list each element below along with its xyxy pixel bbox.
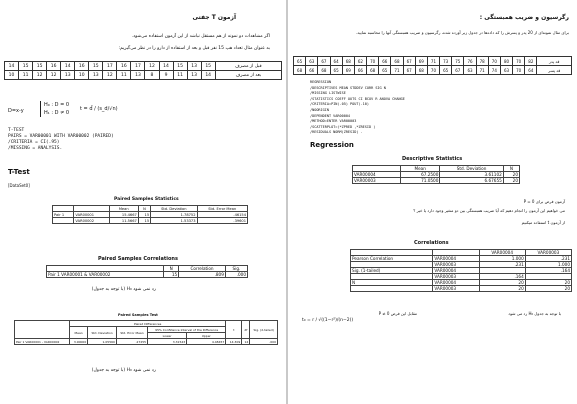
cell: .164 bbox=[479, 274, 525, 280]
cell: .164 bbox=[525, 268, 571, 274]
data-cell: 65 bbox=[440, 66, 452, 75]
cell: 20 bbox=[479, 286, 525, 292]
syntax-line: /DESCRIPTIVES MEAN STDDEV CORR SIG N bbox=[310, 85, 386, 90]
bottom-note: با توجه به جدول H₀ رد می شود bbox=[508, 311, 561, 316]
data-cell: 15 bbox=[201, 62, 215, 71]
data-cell: 70 bbox=[427, 66, 439, 75]
data-cell: 10 bbox=[75, 71, 89, 80]
cell: 20 bbox=[479, 280, 525, 286]
use-test-text: از آزمون t استفاده میکنیم bbox=[521, 220, 565, 225]
data-cell: 15 bbox=[173, 62, 187, 71]
alternative-hypothesis: مقابل این فرض P ≠ 0 bbox=[378, 311, 417, 316]
cell: .000 bbox=[225, 272, 247, 278]
header-cell: N bbox=[503, 166, 519, 172]
header-cell: VAR00003 bbox=[525, 250, 571, 256]
data-cell: 71 bbox=[427, 57, 439, 66]
cell: 1.000 bbox=[525, 262, 571, 268]
data-cell: 68 bbox=[318, 66, 330, 75]
correlations-title: Correlations bbox=[414, 240, 449, 246]
data-cell: 15 bbox=[89, 62, 103, 71]
group-header-cell: Paired Differences bbox=[70, 321, 226, 327]
cell: 15 bbox=[164, 272, 179, 278]
row-label: قد پدر bbox=[537, 57, 572, 66]
data-cell: 68 bbox=[415, 66, 427, 75]
cell: 3.90000 bbox=[70, 339, 88, 345]
data-cell: 11 bbox=[117, 71, 131, 80]
left-page bbox=[0, 0, 286, 404]
data-cell: 74 bbox=[488, 66, 500, 75]
header-cell: Correlation bbox=[179, 266, 226, 272]
data-cell: 17 bbox=[131, 62, 145, 71]
left-data-table bbox=[4, 61, 282, 80]
dataset-label: [DataSet0] bbox=[8, 183, 30, 188]
right-intro: برای مثال نمونه‌ای از 20 پدر و پسرش را که داده‌ها در جدول زیر آورده شده، رگرسیون و ضریب همبستگی آنها را محاسبه نمایید. bbox=[356, 30, 569, 35]
header-cell: VAR00004 bbox=[479, 250, 525, 256]
syntax-line: /MISSING = ANALYSIS. bbox=[8, 146, 63, 151]
cell: 15.4667 bbox=[109, 212, 138, 218]
data-cell: 82 bbox=[525, 57, 537, 66]
cell: 20 bbox=[503, 178, 519, 184]
data-cell: 14 bbox=[61, 62, 75, 71]
data-cell: 13 bbox=[187, 62, 201, 71]
cell: 3.61102 bbox=[440, 172, 503, 178]
hypothesis-block bbox=[40, 101, 69, 117]
data-cell: 16 bbox=[75, 62, 89, 71]
h0-text: H₀ : D = 0 bbox=[44, 102, 70, 108]
data-cell: 17 bbox=[103, 62, 117, 71]
table-row bbox=[353, 178, 520, 184]
data-cell: 15 bbox=[33, 62, 47, 71]
data-cell: 80 bbox=[500, 57, 512, 66]
cell bbox=[53, 218, 74, 224]
left-data-row-after bbox=[5, 71, 282, 80]
cell: Pair 1 VAR00001 - VAR00002 bbox=[15, 339, 70, 345]
right-data-row-father bbox=[294, 57, 572, 66]
cell: 3.31543 bbox=[148, 339, 187, 345]
left-data-row-before bbox=[5, 62, 282, 71]
cell: .809 bbox=[179, 272, 226, 278]
header-cell: Mean bbox=[70, 327, 88, 339]
data-cell: 66 bbox=[379, 57, 391, 66]
cell: 20 bbox=[503, 172, 519, 178]
right-page bbox=[288, 0, 577, 404]
cell: 1.05560 bbox=[88, 339, 117, 345]
data-cell: 65 bbox=[379, 66, 391, 75]
cell: 15 bbox=[138, 218, 150, 224]
cell: 14 bbox=[242, 339, 250, 345]
cell: VAR00003 bbox=[353, 178, 401, 184]
cell: 14.309 bbox=[226, 339, 242, 345]
cell: 11.5667 bbox=[109, 218, 138, 224]
data-cell: 65 bbox=[294, 57, 306, 66]
syntax-line: /CRITERIA=PIN(.05) POUT(.10) bbox=[310, 102, 370, 107]
correlations-table bbox=[350, 249, 572, 292]
header-cell: Lower bbox=[148, 333, 187, 339]
cell: .000 bbox=[250, 339, 278, 345]
data-cell: 14 bbox=[159, 62, 173, 71]
cell: Pearson Correlation bbox=[351, 256, 433, 262]
data-cell: 78 bbox=[476, 57, 488, 66]
cell: VAR00003 bbox=[433, 286, 479, 292]
cell bbox=[351, 286, 433, 292]
hypothesis-label: D=x-y bbox=[8, 108, 24, 114]
t-formula: t = d̄ / (s_d/√n) bbox=[80, 106, 118, 112]
data-cell: 14 bbox=[5, 62, 19, 71]
row-label: بعد از مصرف bbox=[215, 71, 281, 80]
question-text: می خواهیم این آزمون را انجام دهیم که آیا ضریب همبستگی بین دو متغیر وجود دارد یا خیر ؟ bbox=[413, 208, 565, 213]
header-cell: Std. Deviation bbox=[88, 327, 117, 339]
ttest-syntax bbox=[8, 128, 114, 152]
data-cell: 8 bbox=[145, 71, 159, 80]
data-cell: 68 bbox=[342, 57, 354, 66]
data-cell: 63 bbox=[306, 57, 318, 66]
cell: Pair 1 bbox=[53, 212, 74, 218]
table-row bbox=[351, 286, 572, 292]
row-label: قبل از مصرف bbox=[215, 62, 281, 71]
data-cell: 13 bbox=[187, 71, 201, 80]
data-cell: 67 bbox=[403, 66, 415, 75]
data-cell: 66 bbox=[354, 66, 366, 75]
cell: 1.000 bbox=[479, 256, 525, 262]
header-cell: df bbox=[242, 321, 250, 339]
data-cell: 66 bbox=[306, 66, 318, 75]
cell: .27255 bbox=[116, 339, 147, 345]
paired-corr-table bbox=[46, 265, 248, 278]
data-cell: 67 bbox=[318, 57, 330, 66]
desc-table bbox=[352, 165, 520, 184]
right-heading: رگرسیون و ضریب همبستگی : bbox=[479, 14, 569, 21]
cell: 20 bbox=[525, 286, 571, 292]
header-cell bbox=[15, 321, 70, 339]
syntax-line: T-TEST bbox=[8, 128, 25, 133]
ttest-title: T-Test bbox=[8, 168, 30, 176]
desc-table-title: Descriptive Statistics bbox=[402, 156, 463, 162]
header-cell: Mean bbox=[400, 166, 439, 172]
data-cell: 68 bbox=[391, 57, 403, 66]
header-cell: Sig. (2-tailed) bbox=[250, 321, 278, 339]
header-cell: Mean bbox=[109, 206, 138, 212]
header-cell: Std. Deviation bbox=[151, 206, 197, 212]
test-table-title: Paired Samples Test bbox=[118, 313, 158, 317]
header-cell: N bbox=[138, 206, 150, 212]
cell: VAR00004 bbox=[433, 268, 479, 274]
data-cell: 12 bbox=[145, 62, 159, 71]
data-cell: 9 bbox=[159, 71, 173, 80]
cell: 1.78752 bbox=[151, 212, 197, 218]
data-cell: 11 bbox=[19, 71, 33, 80]
syntax-line: /CRITERIA = CI(.95) bbox=[8, 140, 60, 145]
stats-table-title: Paired Samples Statistics bbox=[114, 197, 179, 202]
header-cell: Upper bbox=[187, 333, 226, 339]
data-cell: 12 bbox=[33, 71, 47, 80]
cell: .39601 bbox=[197, 218, 248, 224]
cell: VAR00004 bbox=[433, 280, 479, 286]
syntax-line: PAIRS = VAR00001 WITH VAR00002 (PAIRED) bbox=[8, 134, 114, 139]
note-1: رد نمی شود H₀ (با توجه به جدول) bbox=[91, 287, 156, 292]
cell: N bbox=[351, 280, 433, 286]
table-row bbox=[47, 272, 248, 278]
data-cell: 13 bbox=[131, 71, 145, 80]
data-cell: 68 bbox=[367, 66, 379, 75]
syntax-line: /STATISTICS COEFF OUTS CI BCOV R ANOVA CHANGE bbox=[310, 96, 405, 101]
regression-title: Regression bbox=[310, 141, 354, 149]
pvalue-line: آزمون فرض برای P = 0 bbox=[523, 199, 565, 204]
cell: 67.2500 bbox=[400, 172, 439, 178]
data-cell: 14 bbox=[201, 71, 215, 80]
data-cell: 65 bbox=[330, 66, 342, 75]
t-statistic-formula: t₀ = r / √((1−r²)/(n−2)) bbox=[302, 318, 354, 323]
cell: VAR00004 bbox=[433, 256, 479, 262]
cell: 71.0500 bbox=[400, 178, 439, 184]
data-cell: 13 bbox=[61, 71, 75, 80]
syntax-line: /SCATTERPLOT=(*ZPRED ,*ZRESID ) bbox=[310, 124, 376, 129]
syntax-line: /RESIDUALS NORM(ZRESID) . bbox=[310, 130, 363, 135]
regression-syntax bbox=[310, 80, 405, 136]
cell: VAR00003 bbox=[433, 274, 479, 280]
data-cell: 64 bbox=[330, 57, 342, 66]
header-cell: Std. Deviation bbox=[440, 166, 503, 172]
data-cell: 71 bbox=[391, 66, 403, 75]
data-cell: 76 bbox=[464, 57, 476, 66]
header-cell: Sig. bbox=[225, 266, 247, 272]
data-cell: 70 bbox=[513, 57, 525, 66]
data-cell: 69 bbox=[415, 57, 427, 66]
row-label: قد پسر bbox=[537, 66, 572, 75]
cell: 4.48457 bbox=[187, 339, 226, 345]
header-cell: Std. Error Mean bbox=[116, 327, 147, 339]
header-cell: 95% Confidence Interval of the Difference bbox=[148, 327, 226, 333]
left-intro-2: به عنوان مثال تعداد هپ 15 نفر قبل و بعد از استفاده از دارو را در نظر می‌گیریم: bbox=[118, 46, 270, 51]
data-cell: 67 bbox=[452, 66, 464, 75]
right-data-row-son bbox=[294, 66, 572, 75]
stats-table bbox=[52, 205, 248, 224]
cell: 15 bbox=[138, 212, 150, 218]
left-intro-1: اگر مشاهدات دو نمونه از هم مستقل نباشد از این آزمون استفاده می‌شود. bbox=[131, 34, 270, 39]
cell: Sig. (1-tailed) bbox=[351, 268, 433, 274]
data-cell: 75 bbox=[452, 57, 464, 66]
cell: VAR00004 bbox=[353, 172, 401, 178]
data-cell: 63 bbox=[500, 66, 512, 75]
data-cell: 16 bbox=[47, 62, 61, 71]
h1-text: H₁ : D ≠ 0 bbox=[44, 110, 70, 116]
data-cell: 15 bbox=[19, 62, 33, 71]
data-cell: 13 bbox=[89, 71, 103, 80]
table-row bbox=[53, 218, 248, 224]
syntax-line: /DEPENDENT VAR00004 bbox=[310, 113, 351, 118]
data-cell: 12 bbox=[47, 71, 61, 80]
syntax-line: /NOORIGIN bbox=[310, 107, 329, 112]
syntax-line: REGRESSION bbox=[310, 80, 332, 84]
cell: 1.53373 bbox=[151, 218, 197, 224]
header-cell: Std. Error Mean bbox=[197, 206, 248, 212]
cell: VAR00002 bbox=[74, 218, 109, 224]
data-cell: 71 bbox=[476, 66, 488, 75]
cell: .231 bbox=[479, 262, 525, 268]
data-cell: 12 bbox=[103, 71, 117, 80]
data-cell: 70 bbox=[513, 66, 525, 75]
paired-test-table bbox=[14, 320, 278, 345]
cell: Pair 1 VAR00001 & VAR00002 bbox=[47, 272, 164, 278]
data-cell: 67 bbox=[403, 57, 415, 66]
cell: .231 bbox=[525, 256, 571, 262]
note-2: رد نمی شود H₀ (با توجه به جدول) bbox=[91, 368, 156, 373]
data-cell: 10 bbox=[5, 71, 19, 80]
cell: 20 bbox=[525, 280, 571, 286]
data-cell: 68 bbox=[294, 66, 306, 75]
table-row bbox=[15, 339, 278, 345]
cell: 6.67655 bbox=[440, 178, 503, 184]
data-cell: 70 bbox=[488, 57, 500, 66]
data-cell: 64 bbox=[525, 66, 537, 75]
corr-table-title: Paired Samples Correlations bbox=[98, 256, 178, 262]
data-cell: 11 bbox=[173, 71, 187, 80]
cell: VAR00001 bbox=[74, 212, 109, 218]
syntax-line: /METHOD=ENTER VAR00003 bbox=[310, 119, 357, 124]
data-cell: 73 bbox=[440, 57, 452, 66]
cell: VAR00003 bbox=[433, 262, 479, 268]
syntax-line: /MISSING LISTWISE bbox=[310, 91, 346, 96]
right-data-table bbox=[293, 56, 572, 75]
data-cell: 62 bbox=[354, 57, 366, 66]
data-cell: 63 bbox=[464, 66, 476, 75]
data-cell: 16 bbox=[117, 62, 131, 71]
cell: .46154 bbox=[197, 212, 248, 218]
data-cell: 69 bbox=[342, 66, 354, 75]
data-cell: 70 bbox=[367, 57, 379, 66]
left-heading: آزمون T جفتی bbox=[192, 14, 236, 21]
header-cell: t bbox=[226, 321, 242, 339]
header-cell: N bbox=[164, 266, 179, 272]
